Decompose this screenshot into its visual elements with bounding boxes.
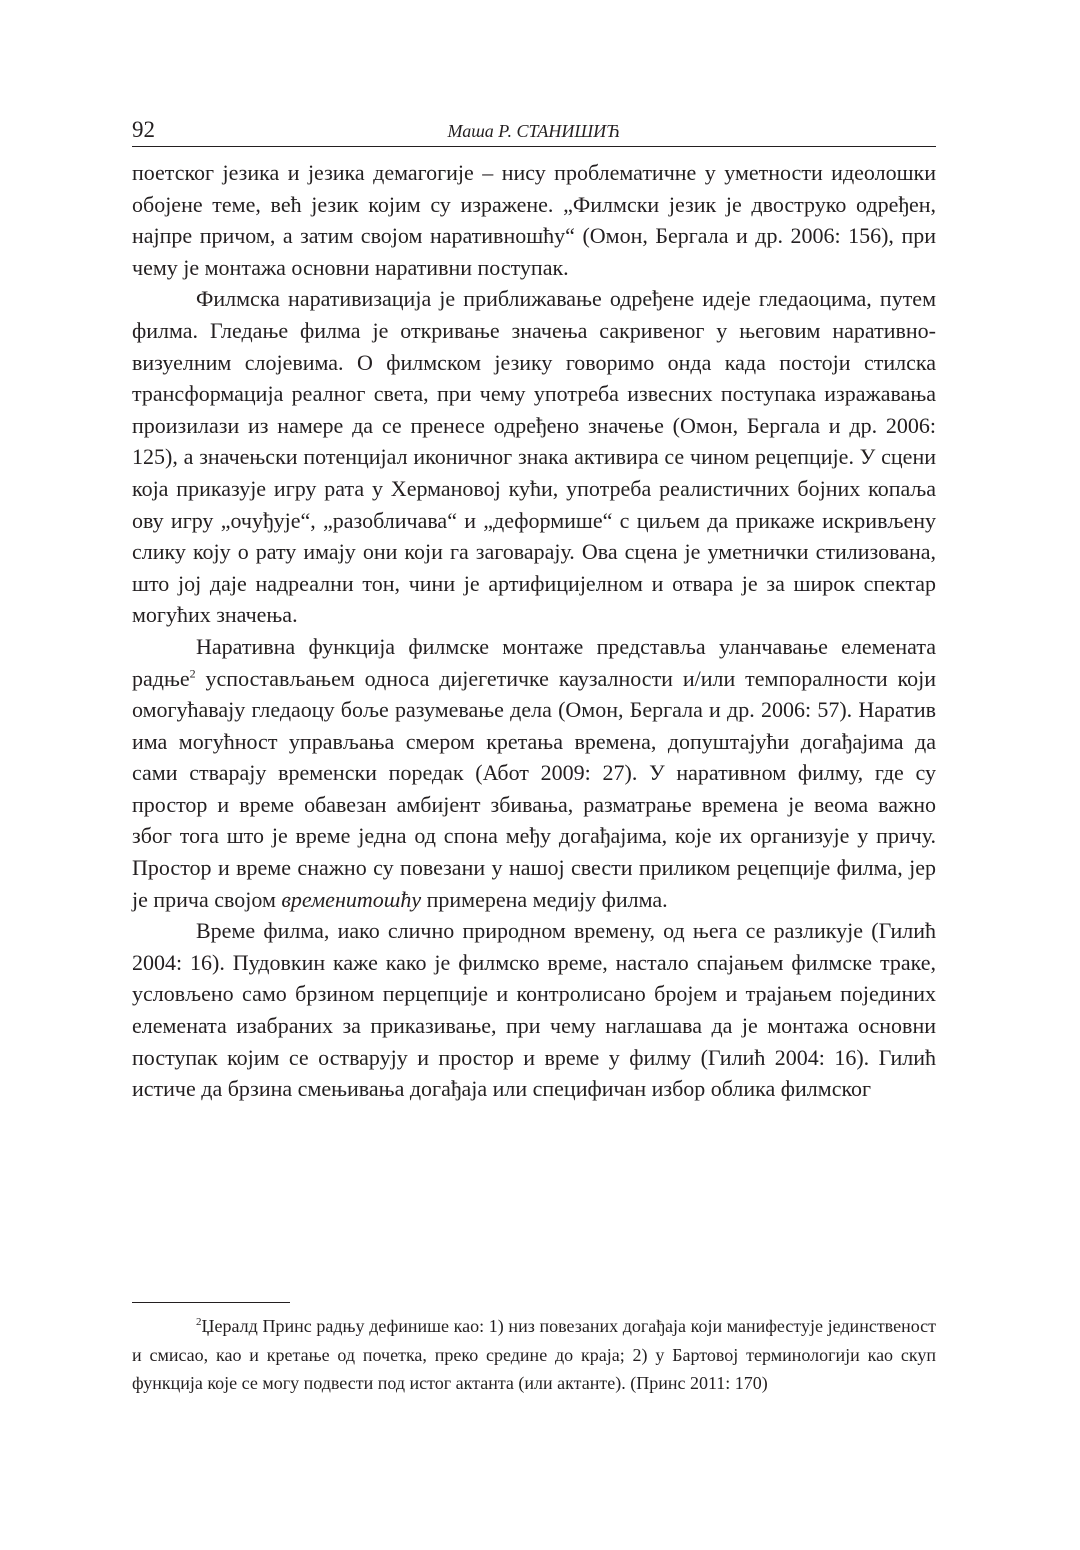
running-title: Маша Р. СТАНИШИЋ	[447, 121, 621, 141]
italic-term: временитошћу	[281, 886, 422, 912]
paragraph-3	[132, 631, 936, 915]
paragraph-3-text-end: примерена медију филма.	[421, 886, 668, 912]
paragraph-3-text-start: Наративна функција филмске монтаже представља уланчавање елемената радње	[132, 633, 936, 691]
paragraph-4: Време филма, иако слично природном времену, од њега се разликује (Гилић 2004: 16). Пудовкин каже како је филмско време, настало спајањем филмске траке, условљено само брзином перцепције и контролисано бројем и трајањем појединих елемената изабраних за приказивање, при чему наглашава да је монтажа основни поступак којим се остварују и простор и време у филму (Гилић 2004: 16). Гилић истиче да брзина смењивања догађаја или специфичан избор облика филмског	[132, 918, 936, 1102]
running-head	[132, 112, 936, 147]
paragraph-2: Филмска наративизација је приближавање одређене идеје гледаоцима, путем филма. Гледање филма је откривање значења сакривеног у његовим наративно-визуелним слојевима. О филмском језику говоримо онда када постоји стилска трансформација реалног света, при чему употреба извесних поступака изражавања произилази из намере да се пренесе одређено значење (Омон, Бергала и др. 2006: 125), а значењски потенцијал иконичног знака активира се чином рецепције. У сцени која приказује игру рата у Хермановој кући, употреба реалистичних бојних копаља ову игру „очуђује“, „разобличава“ и „деформише“ с циљем да прикаже искривљену слику коју о рату имају они који га заговарају. Ова сцена је уметнички стилизована, што јој даје надреални тон, чини је артифицијелном и отвара је за широк спектар могућих значења.	[132, 286, 936, 628]
body-text	[132, 157, 936, 1105]
footnote-mark: 2	[196, 1316, 202, 1328]
footnote-reference-2[interactable]: 2	[189, 666, 196, 681]
footnote-divider	[132, 1302, 290, 1303]
page-number: 92	[132, 117, 155, 142]
paragraph-1: поетског језика и језика демагогије – нису проблематичне у уметности идеолошки обојене теме, већ језик којим су изражене. „Филмски језик је двоструко одређен, најпре причом, а затим својом наративношћу“ (Омон, Бергала и др. 2006: 156), при чему је монтажа основни наративни поступак.	[132, 160, 936, 280]
paragraph-3-text-middle: успостављањем односа дијегетичке каузалности и/или темпоралности који омогућавају гледаоцу боље разумевање дела (Омон, Бергала и др. 2006: 57). Наратив има могућност управљања смером кретања времена, допуштајући догађајима да сами стварају временски поредак (Абот 2009: 27). У наративном филму, где су простор и време обавезан амбијент збивања, разматрање времена је веома важно због тога што је време једна од спона међу догађајима, које их организује у причу. Простор и време снажно су повезани у нашој свести приликом рецепције филма, јер је прича својом	[132, 665, 936, 912]
footnote-2	[132, 1312, 936, 1398]
footnote-text: Џералд Принс радњу дефинише као: 1) низ повезаних догађаја који манифестује јединственост и смисао, као и кретање од почетка, преко средине до краја; 2) у Бартовој терминологији као скуп функција које се могу подвести под истог актанта (или актанте). (Принс 2011: 170)	[132, 1316, 936, 1393]
book-page	[132, 112, 936, 1393]
